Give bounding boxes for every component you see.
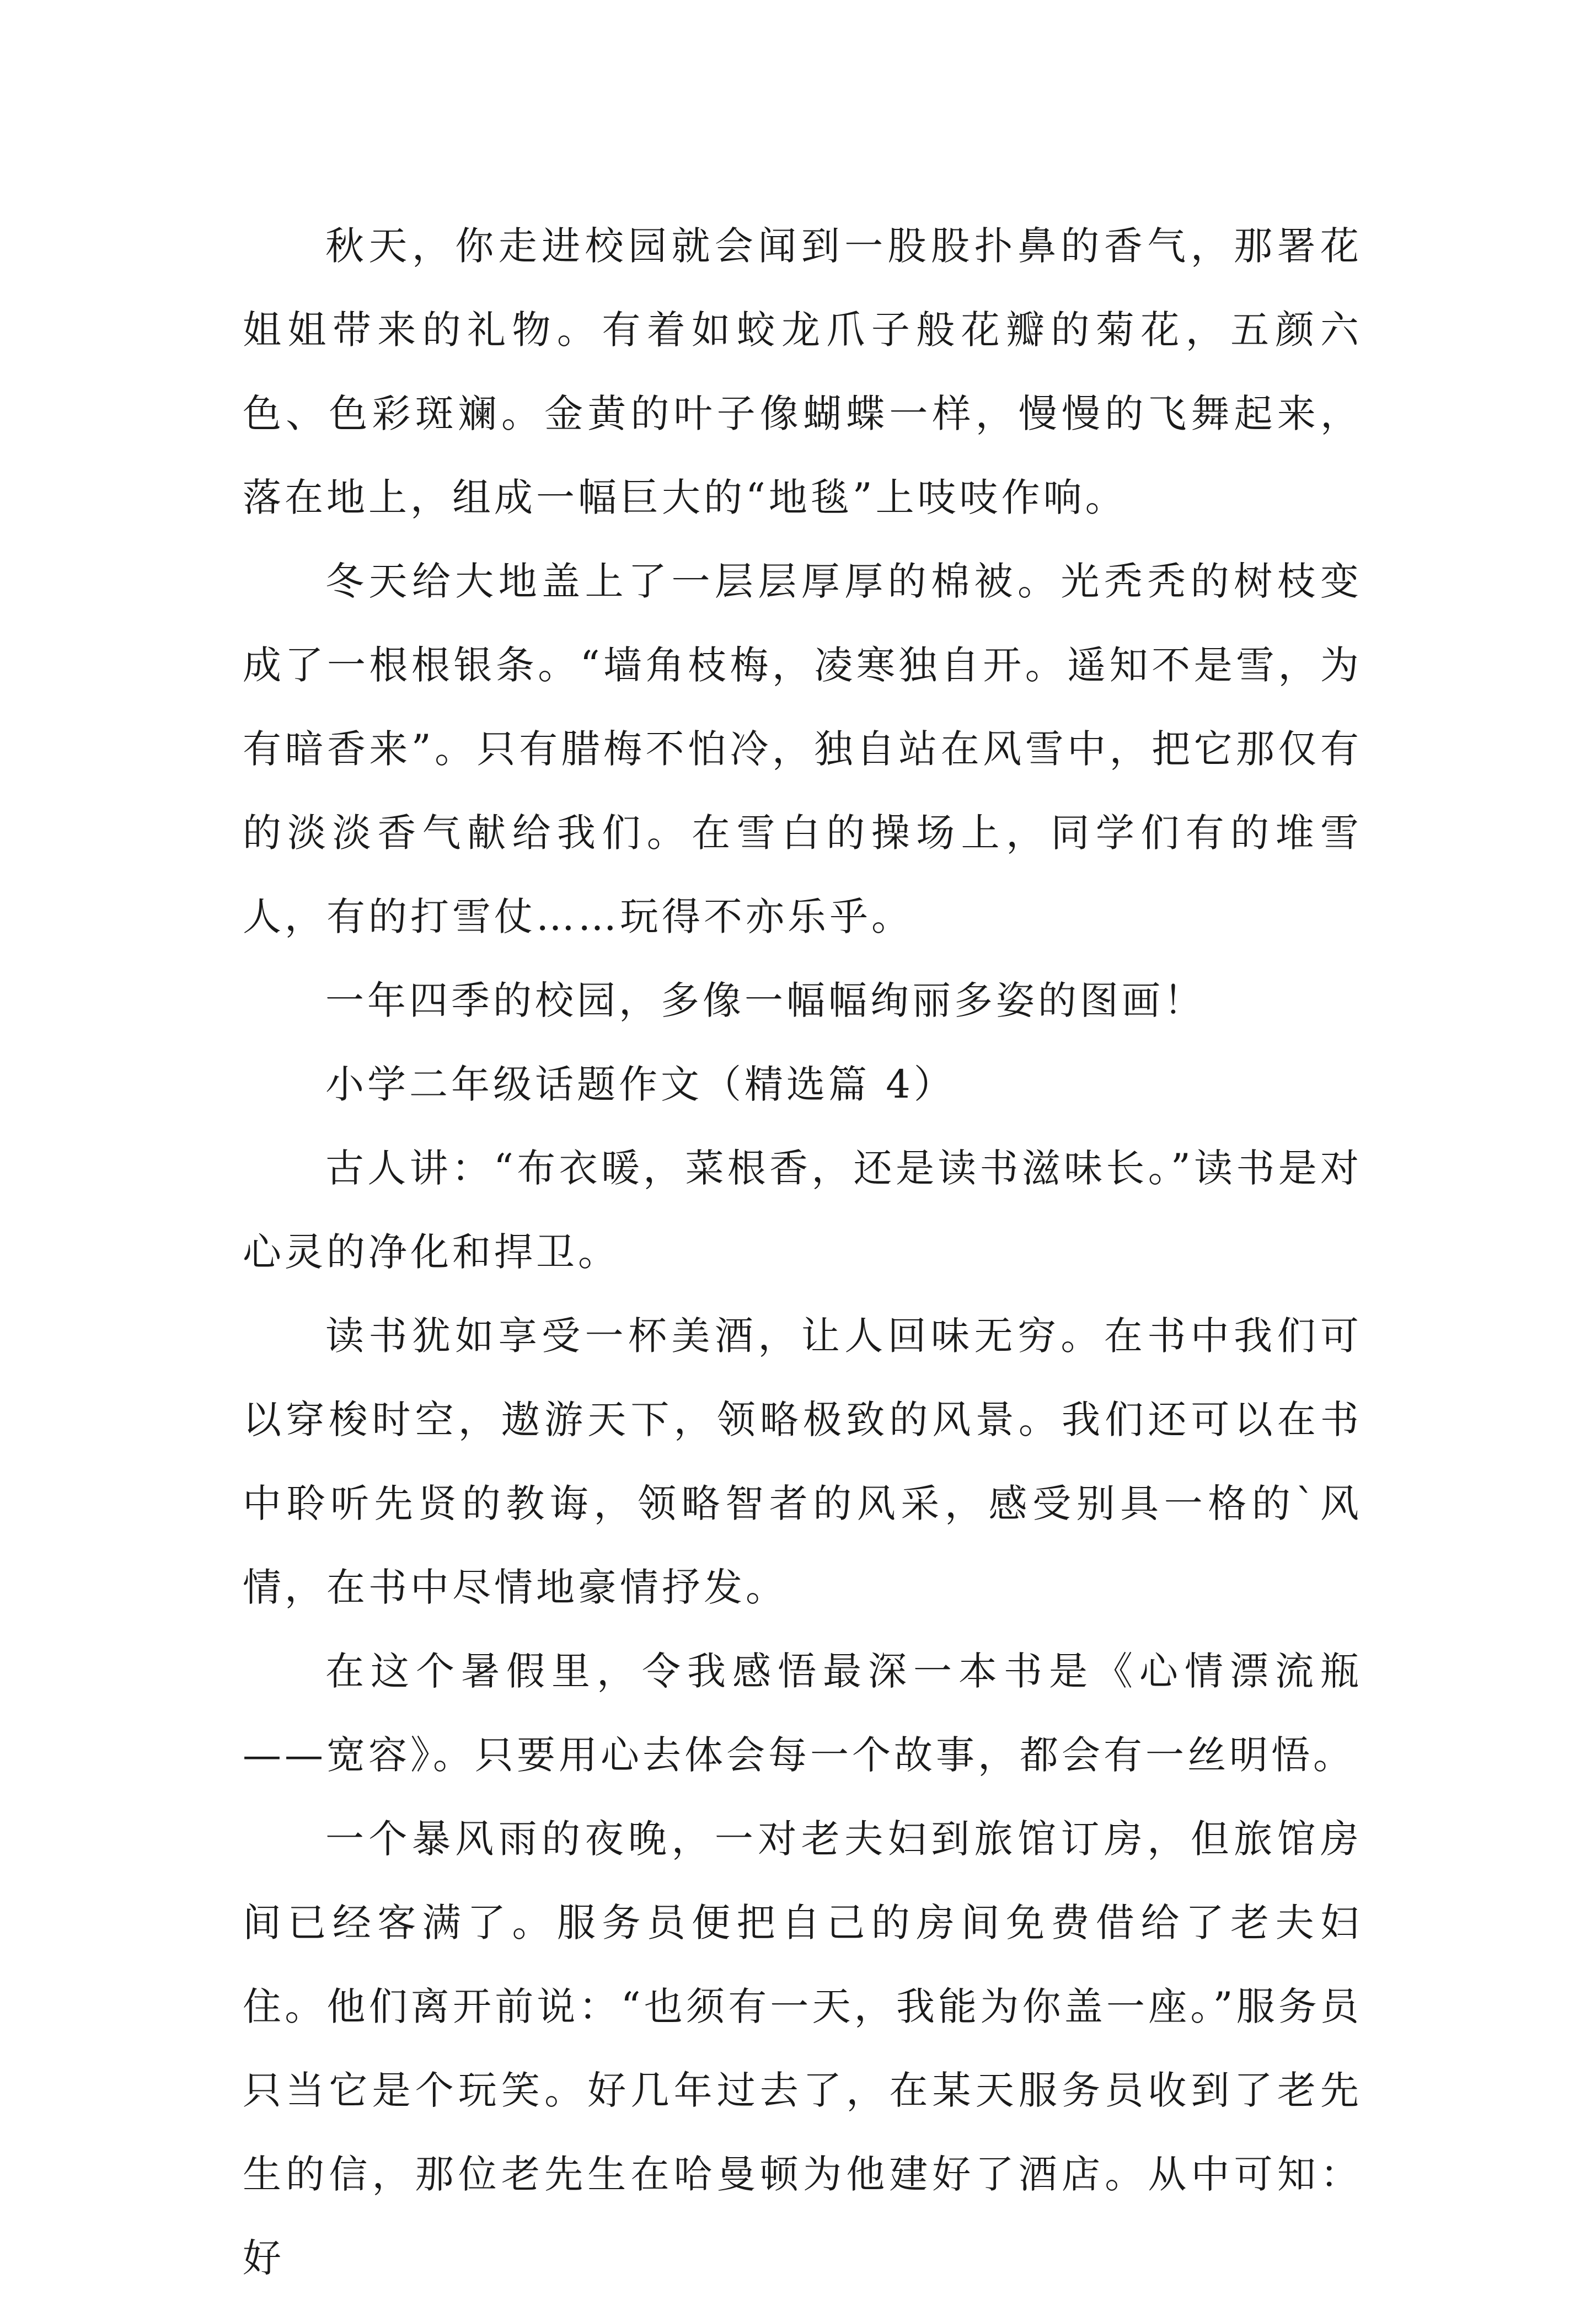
document-body — [243, 204, 1362, 2300]
paragraph-autumn: 秋天，你走进校园就会闻到一股股扑鼻的香气，那署花姐姐带来的礼物。有着如蛟龙爪子般花瓣的菊花，五颜六色、色彩斑斓。金黄的叶子像蝴蝶一样，慢慢的飞舞起来，落在地上，组成一幅巨大的“地毯”上吱吱作响。 — [243, 223, 1362, 520]
paragraph-reading: 读书犹如享受一杯美酒，让人回味无穷。在书中我们可以穿梭时空，遨游天下，领略极致的风景。我们还可以在书中聆听先贤的教诲，领略智者的风采，感受别具一格的`风情，在书中尽情地豪情抒发。 — [243, 1313, 1362, 1610]
paragraph-ancient-saying: 古人讲：“布衣暖，菜根香，还是读书滋味长。”读书是对心灵的净化和捍卫。 — [243, 1146, 1362, 1275]
paragraph-summer-book: 在这个暑假里，令我感悟最深一本书是《心情漂流瓶——宽容》。只要用心去体会每一个故事，都会有一丝明悟。 — [243, 1649, 1362, 1778]
paragraph-winter: 冬天给大地盖上了一层层厚厚的棉被。光秃秃的树枝变成了一根根银条。“墙角枝梅，凌寒独自开。遥知不是雪，为有暗香来”。只有腊梅不怕冷，独自站在风雪中，把它那仅有的淡淡香气献给我们。在雪白的操场上，同学们有的堆雪人，有的打雪仗……玩得不亦乐乎。 — [243, 559, 1362, 939]
paragraph-four-seasons: 一年四季的校园，多像一幅幅绚丽多姿的图画！ — [325, 978, 1206, 1023]
section-heading: 小学二年级话题作文（精选篇 4） — [325, 1062, 956, 1107]
paragraph-story: 一个暴风雨的夜晚，一对老夫妇到旅馆订房，但旅馆房间已经客满了。服务员便把自己的房间免费借给了老夫妇住。他们离开前说：“也须有一天，我能为你盖一座。”服务员只当它是个玩笑。好几年过去了，在某天服务员收到了老先生的信，那位老先生在哈曼顿为他建好了酒店。从中可知：好 — [243, 1816, 1362, 2281]
